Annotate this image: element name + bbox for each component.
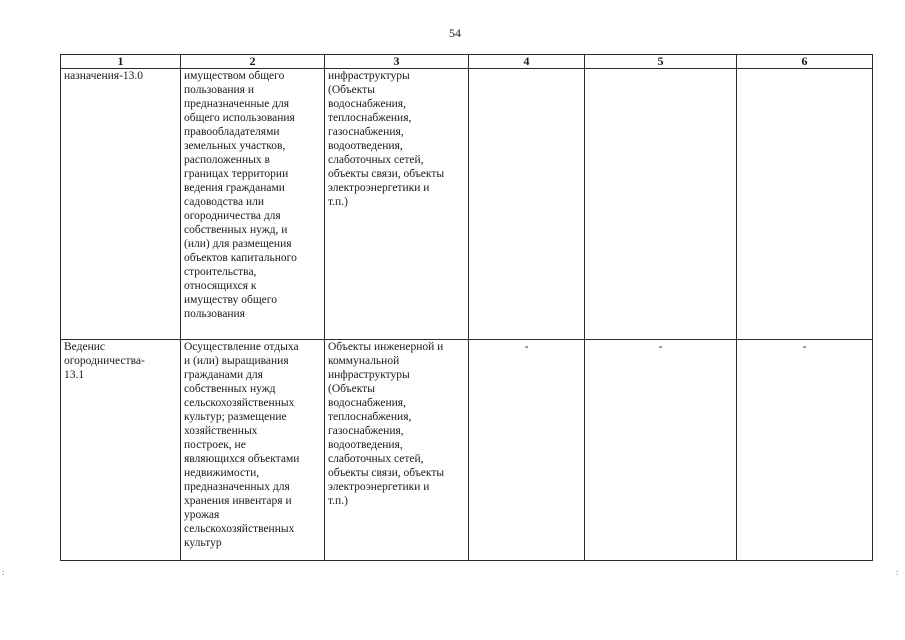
land-use-description: имуществом общего пользования и предназначенные для общего использования правообладателями земельных участков, расположенных в границах территории ведения гражданами садоводства или огородничества для собственных нужд, и (или) для размещения объектов капитального строительства, относящихся к имуществу общего пользования xyxy=(184,70,297,320)
land-use-type: Веденис огородничества- 13.1 xyxy=(64,341,145,381)
column-header-5: 5 xyxy=(585,55,737,69)
table-row xyxy=(61,340,873,561)
table-cell xyxy=(737,69,873,340)
table-cell xyxy=(585,69,737,340)
table-cell xyxy=(181,69,325,340)
page-number: 54 xyxy=(449,26,461,40)
column-header-2: 2 xyxy=(181,55,325,69)
cell-value: - xyxy=(524,341,529,353)
table-cell xyxy=(469,340,585,561)
table-cell xyxy=(737,340,873,561)
table-cell xyxy=(585,340,737,561)
column-header-1: 1 xyxy=(61,55,181,69)
column-header-6: 6 xyxy=(737,55,873,69)
table-cell xyxy=(61,69,181,340)
cell-value: - xyxy=(658,341,663,353)
scan-artifact: : xyxy=(896,568,899,577)
table-row xyxy=(61,69,873,340)
table-cell xyxy=(325,69,469,340)
table-cell xyxy=(61,340,181,561)
table-cell xyxy=(325,340,469,561)
column-header-4: 4 xyxy=(469,55,585,69)
permitted-objects: инфраструктуры (Объекты водоснабжения, теплоснабжения, газоснабжения, водоотведения, слаботочных сетей, объекты связи, объекты электроэнергетики и т.п.) xyxy=(328,70,445,208)
land-use-description: Осуществление отдыха и (или) выращивания гражданами для собственных нужд сельскохозяйственных культур; размещение хозяйственных построек, не являющихся объектами недвижимости, предназначенных для хранения инвентаря и урожая сельскохозяйственных культур xyxy=(184,341,300,549)
cell-value: - xyxy=(802,341,807,353)
scan-artifact: : xyxy=(2,568,5,577)
land-use-type: назначения-13.0 xyxy=(64,70,144,82)
table-cell xyxy=(469,69,585,340)
table-header-row xyxy=(61,55,873,69)
column-header-3: 3 xyxy=(325,55,469,69)
permitted-objects: Объекты инженерной и коммунальной инфраструктуры (Объекты водоснабжения, теплоснабжения, газоснабжения, водоотведения, слаботочных сетей, объекты связи, объекты электроэнергетики и т.п.) xyxy=(328,341,445,507)
table-cell xyxy=(181,340,325,561)
regulations-table xyxy=(60,54,873,561)
